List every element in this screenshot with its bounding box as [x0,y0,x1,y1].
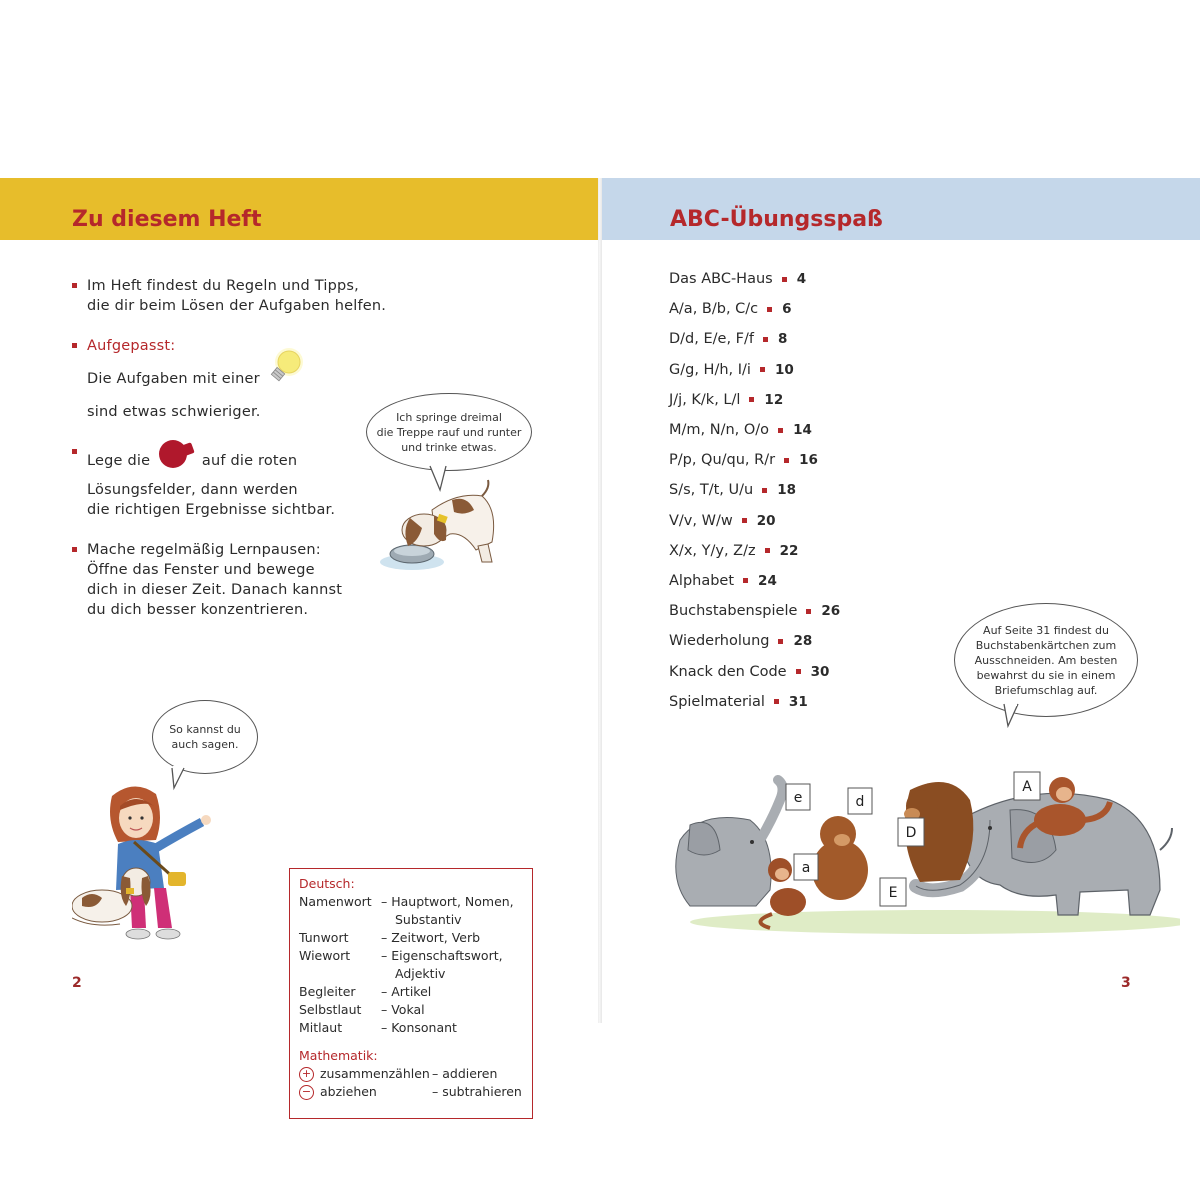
bullet-rules: Im Heft findest du Regeln und Tipps, die dir beim Lösen der Aufgaben helfen. [72,276,402,316]
toc-page-number: 31 [788,693,808,710]
toc-page-number: 4 [796,271,807,288]
glossary-row [299,965,523,983]
toc-page-number: 28 [793,633,813,650]
toc-label: M/m, N/n, O/o [669,422,770,439]
glossary-term: Mitlaut [299,1020,343,1035]
glossary-row [299,947,523,965]
toc-page-number: 10 [774,361,794,378]
toc-label: Wiederholung [669,633,770,650]
toc-item [669,626,840,656]
toc-label: Buchstabenspiele [669,603,798,620]
bullet-square-icon [72,343,77,348]
letter-card-D-text: D [905,825,917,841]
glossary-definition: – Eigenschaftswort, [381,948,503,963]
math-row [299,1065,523,1083]
math-term-list [299,1065,523,1101]
toc-label: V/v, W/w [669,512,733,529]
red-decoder-key-icon [155,438,197,476]
plus-icon: + [299,1067,314,1082]
dog-speech-bubble: Ich springe dreimal die Treppe rauf und runter und trinke etwas. [366,393,532,471]
toc-label: X/x, Y/y, Z/z [669,542,756,559]
toc-item [669,596,840,626]
bullet-square-icon [796,669,801,674]
glossary-row [299,1019,523,1037]
toc-label: A/a, B/b, C/c [669,301,759,318]
toc-label: Alphabet [669,572,735,589]
glossary-row [299,929,523,947]
toc-item [669,324,840,354]
toc-item [669,536,840,566]
bullet-attention: Aufgepasst: Die Aufgaben mit einer sind etwas schwieriger. [72,336,402,422]
bullet-square-icon [749,397,754,402]
glossary-term: Tunwort [299,930,349,945]
toc-label: P/p, Qu/qu, R/r [669,452,776,469]
toc-page-number: 14 [793,422,812,439]
glossary-definition: – Vokal [381,1002,425,1017]
toc-label: J/j, K/k, L/l [669,391,741,408]
toc-page-number: 6 [782,301,792,318]
toc-label: Spielmaterial [669,693,765,710]
girl-with-dog-illustration [72,778,217,948]
bullet-square-icon [743,578,748,583]
animals-with-letters-illustration [660,710,1180,950]
letter-card-d [848,788,872,814]
toc-item [669,506,840,536]
toc-item [669,566,840,596]
glossary-term: Namenwort [299,894,372,909]
german-term-list [299,893,523,1037]
math-definition: – subtrahieren [432,1084,522,1099]
bullet-square-icon [72,449,77,454]
toc-page-number: 18 [777,482,796,499]
toc-page-number: 24 [758,572,777,589]
glossary-row [299,911,523,929]
right-page-title: ABC-Übungsspaß [670,207,883,232]
letter-card-A-text: A [1022,779,1032,795]
bullet-square-icon [762,488,767,493]
toc-page-number: 16 [799,452,818,469]
math-definition: – addieren [432,1066,498,1081]
toc-label: S/s, T/t, U/u [669,482,754,499]
toc-item [669,385,840,415]
monkey-speech-bubble: Auf Seite 31 findest du Buchstabenkärtchen zum Ausschneiden. Am besten bewahrst du sie in einem Briefumschlag auf. [954,603,1138,717]
bullet-square-icon [778,428,783,433]
toc-item [669,656,840,686]
letter-card-e-text: e [793,790,803,806]
glossary-row [299,1001,523,1019]
toc-label: D/d, E/e, F/f [669,331,754,348]
toc-page-number: 30 [810,663,830,680]
page-number-right: 3 [1121,975,1131,991]
bullet-square-icon [72,547,77,552]
letter-card-e [786,784,810,810]
attention-label: Aufgepasst: [87,338,176,354]
toc-item [669,355,840,385]
letter-card-d-text: d [855,794,865,810]
page-number-left: 2 [72,975,82,991]
glossary-definition: – Konsonant [381,1020,457,1035]
toc-label: Knack den Code [669,663,787,680]
glossary-term: Selbstlaut [299,1002,362,1017]
bullet-square-icon [72,283,77,288]
letter-card-D [898,818,924,846]
bullet-square-icon [782,277,787,282]
left-page [0,178,598,1099]
math-term: abziehen [320,1084,377,1099]
glossary-definition: – Hauptwort, Nomen, [381,894,514,909]
toc-item [669,264,840,294]
bullet-square-icon [765,548,770,553]
toc-label: Das ABC-Haus [669,271,773,288]
bullet-square-icon [778,639,783,644]
math-term: zusammenzählen [320,1066,430,1081]
girl-speech-bubble: So kannst du auch sagen. [152,700,258,774]
letter-card-E-text: E [888,885,898,901]
toc-page-number: 12 [764,391,784,408]
glossary-definition: Substantiv [395,912,462,927]
glossary-term: Begleiter [299,984,356,999]
table-of-contents [669,264,840,717]
bullet-square-icon [742,518,747,523]
math-row [299,1083,523,1101]
bullet-square-icon [763,337,768,342]
glossary-row [299,893,523,911]
glossary-row [299,983,523,1001]
toc-page-number: 22 [779,542,799,559]
bullet-square-icon [806,609,811,614]
glossary-term [299,965,381,983]
toc-item [669,475,840,505]
glossary-definition: – Zeitwort, Verb [381,930,481,945]
toc-page-number: 20 [756,512,776,529]
bullet-breaks: Mache regelmäßig Lernpausen: Öffne das Fenster und bewege dich in dieser Zeit. Danach kannst du dich besser konzentrieren. [72,540,402,620]
intro-bullets [72,276,402,620]
glossary-definition: – Artikel [381,984,432,999]
drinking-dog-illustration [372,470,502,580]
bullet-square-icon [774,699,779,704]
letter-card-a [794,854,818,880]
bullet-square-icon [760,367,765,372]
minus-icon: − [299,1085,314,1100]
glossary-box [289,868,533,1119]
toc-item [669,445,840,475]
toc-item [669,415,840,445]
glossary-term: Wiewort [299,948,351,963]
toc-page-number: 26 [821,603,841,620]
glossary-definition: Adjektiv [395,966,446,981]
right-page [602,178,1200,1023]
bullet-square-icon [767,307,772,312]
toc-label: G/g, H/h, I/i [669,361,751,378]
left-page-title: Zu diesem Heft [72,207,262,232]
letter-card-a-text: a [801,860,811,876]
toc-page-number: 8 [778,331,788,348]
bullet-solution-key: Lege die auf die roten Lösungsfelder, dann werden die richtigen Ergebnisse sichtbar. [72,442,402,520]
letter-card-A [1014,772,1040,800]
glossary-term [299,911,381,929]
toc-item [669,294,840,324]
letter-card-E [880,878,906,906]
german-heading: Deutsch: [299,876,355,891]
lightbulb-icon [265,346,305,392]
bullet-square-icon [784,458,789,463]
math-heading: Mathematik: [299,1048,378,1063]
